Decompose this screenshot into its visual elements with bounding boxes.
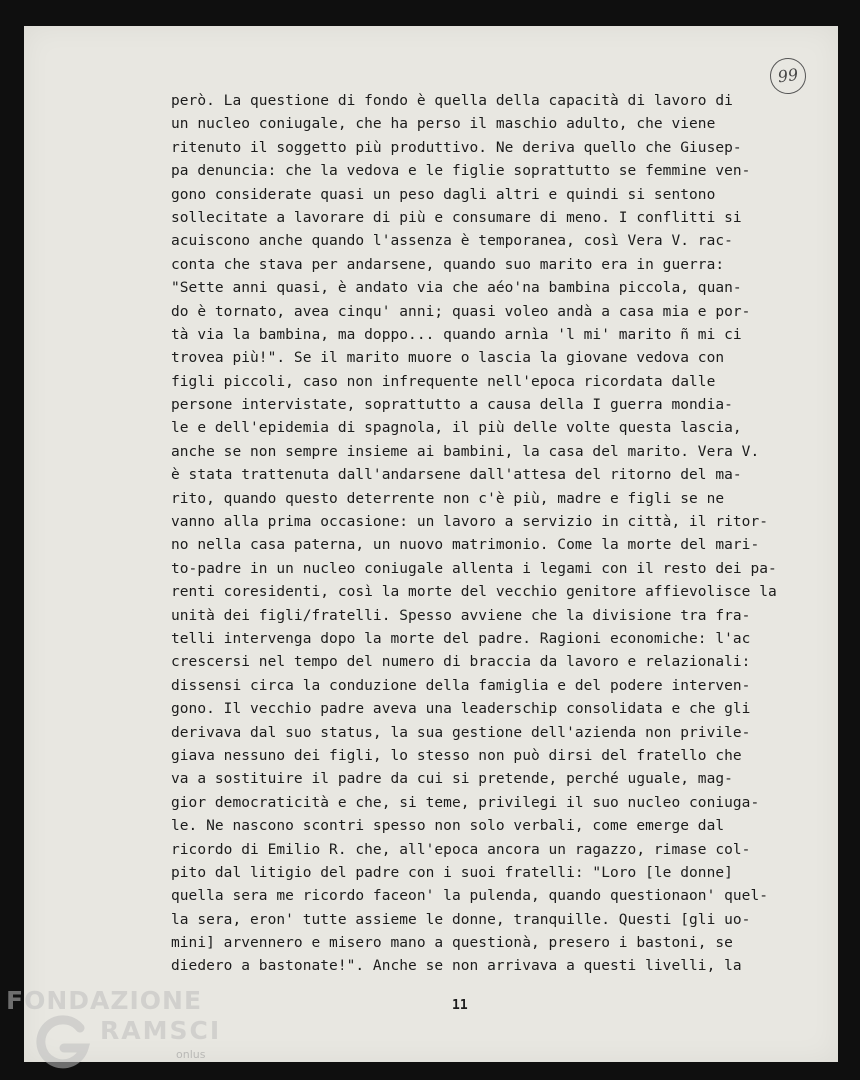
text-line: trovea più!". Se il marito muore o lascia la giovane vedova con xyxy=(171,350,725,367)
text-line: le. Ne nascono scontri spesso non solo verbali, come emerge dal xyxy=(171,818,725,835)
text-line: renti coresidenti, così la morte del vecchio genitore affievolisce la xyxy=(171,584,777,601)
watermark-subtitle: RAMSCI xyxy=(100,1016,222,1045)
text-line: sollecitate a lavorare di più e consumare di meno. I conflitti si xyxy=(171,209,742,226)
text-line: do è tornato, avea cinqu' anni; quasi voleo andà a casa mia e por- xyxy=(171,303,751,320)
text-line: crescersi nel tempo del numero di braccia da lavoro e relazionali: xyxy=(171,654,751,671)
text-line: pito dal litigio del padre con i suoi fratelli: "Loro [le donne] xyxy=(171,864,733,881)
text-line: gono. Il vecchio padre aveva una leaderschip consolidata e che gli xyxy=(171,701,751,718)
text-line: persone intervistate, soprattutto a causa della I guerra mondia- xyxy=(171,397,733,414)
text-line: acuiscono anche quando l'assenza è temporanea, così Vera V. rac- xyxy=(171,233,733,250)
watermark-g-logo-icon xyxy=(32,1012,92,1072)
text-line: giava nessuno dei figli, lo stesso non può dirsi del fratello che xyxy=(171,747,742,764)
text-line: no nella casa paterna, un nuovo matrimonio. Come la morte del mari- xyxy=(171,537,760,554)
text-line: quella sera me ricordo faceon' la pulenda, quando questionaon' quel- xyxy=(171,888,769,905)
watermark-onlus: onlus xyxy=(176,1048,206,1061)
handwritten-page-number: 99 xyxy=(768,56,809,97)
typewritten-text-body xyxy=(171,90,811,979)
text-line: dissensi circa la conduzione della famiglia e del podere interven- xyxy=(171,677,751,694)
text-line: ritenuto il soggetto più produttivo. Ne deriva quello che Giusep- xyxy=(171,139,742,156)
text-line: mini] arvennero e misero mano a questionà, presero i bastoni, se xyxy=(171,935,733,952)
text-line: vanno alla prima occasione: un lavoro a servizio in città, il ritor- xyxy=(171,514,769,531)
text-line: "Sette anni quasi, è andato via che aéo'na bambina piccola, quan- xyxy=(171,280,742,297)
text-line: gono considerate quasi un peso dagli altri e quindi si sentono xyxy=(171,186,716,203)
text-line: la sera, eron' tutte assieme le donne, tranquille. Questi [gli uo- xyxy=(171,911,751,928)
text-line: gior democraticità e che, si teme, privilegi il suo nucleo coniuga- xyxy=(171,794,760,811)
text-line: unità dei figli/fratelli. Spesso avviene che la divisione tra fra- xyxy=(171,607,751,624)
text-line: to-padre in un nucleo coniugale allenta i legami con il resto dei pa- xyxy=(171,560,777,577)
folio-number: 11 xyxy=(452,998,468,1013)
text-line: pa denuncia: che la vedova e le figlie soprattutto se femmine ven- xyxy=(171,163,751,180)
text-line: un nucleo coniugale, che ha perso il maschio adulto, che viene xyxy=(171,116,716,133)
text-line: derivava dal suo status, la sua gestione dell'azienda non privile- xyxy=(171,724,751,741)
text-line: va a sostituire il padre da cui si pretende, perché uguale, mag- xyxy=(171,771,733,788)
text-line: rito, quando questo deterrente non c'è più, madre e figli se ne xyxy=(171,490,725,507)
text-line: telli intervenga dopo la morte del padre. Ragioni economiche: l'ac xyxy=(171,630,751,647)
text-line: però. La questione di fondo è quella della capacità di lavoro di xyxy=(171,93,733,109)
text-line: diedero a bastonate!". Anche se non arrivava a questi livelli, la xyxy=(171,958,742,975)
text-line: ricordo di Emilio R. che, all'epoca ancora un ragazzo, rimase col- xyxy=(171,841,751,858)
text-line: anche se non sempre insieme ai bambini, la casa del marito. Vera V. xyxy=(171,443,760,460)
text-line: le e dell'epidemia di spagnola, il più delle volte questa lascia, xyxy=(171,420,742,437)
text-line: tà via la bambina, ma doppo... quando arnìa 'l mi' marito ñ mi ci xyxy=(171,326,742,343)
watermark-title: FONDAZIONE xyxy=(6,986,203,1015)
text-line: è stata trattenuta dall'andarsene dall'attesa del ritorno del ma- xyxy=(171,467,742,484)
text-line: figli piccoli, caso non infrequente nell'epoca ricordata dalle xyxy=(171,373,716,390)
text-line: conta che stava per andarsene, quando suo marito era in guerra: xyxy=(171,256,725,273)
